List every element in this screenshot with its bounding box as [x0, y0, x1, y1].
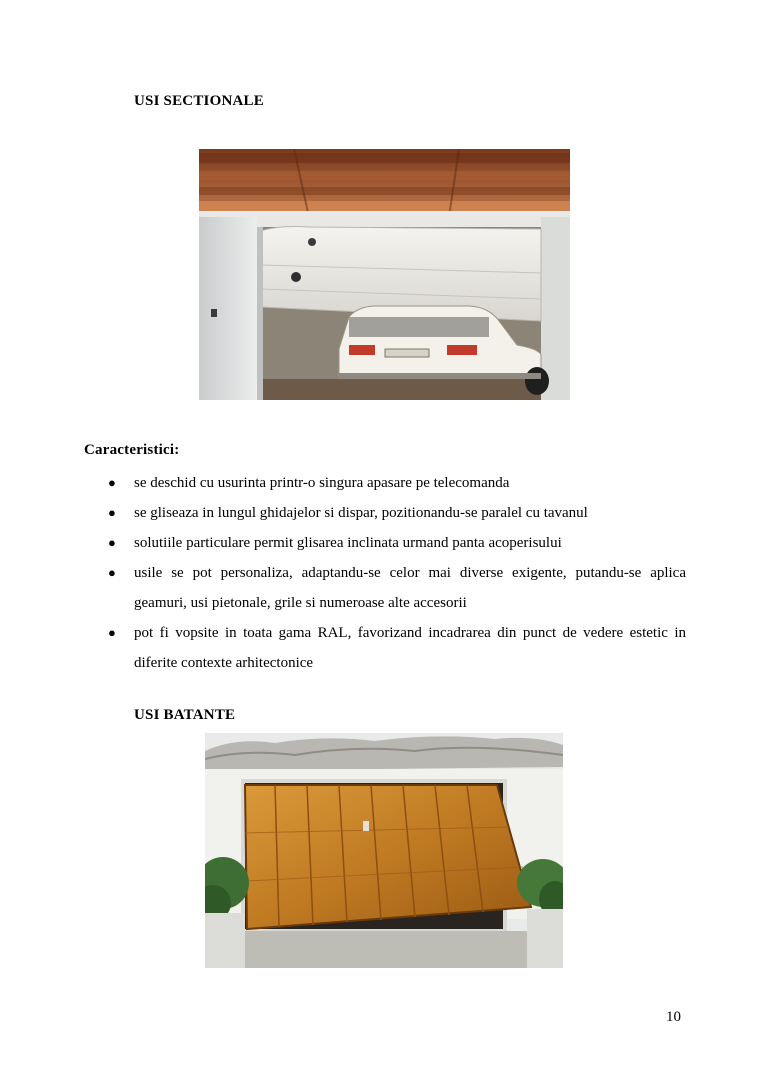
- list-item: ● se gliseaza in lungul ghidajelor si dispar, pozitionandu-se paralel cu tavanul: [106, 498, 686, 528]
- bullet-icon: ●: [108, 505, 116, 520]
- bullet-icon: ●: [108, 565, 116, 580]
- section-heading-sectional-doors: USI SECTIONALE: [134, 93, 264, 109]
- features-list: [106, 468, 686, 678]
- page-number: 10: [666, 1009, 681, 1025]
- bullet-icon: ●: [108, 475, 116, 490]
- bullet-icon: ●: [108, 535, 116, 550]
- bullet-icon: ●: [108, 625, 116, 640]
- sectional-garage-door-photo: [199, 149, 570, 400]
- up-and-over-garage-door-photo: [205, 733, 563, 968]
- list-item: ● usile se pot personaliza, adaptandu-se celor mai diverse exigente, putandu-se aplica geamuri, usi pietonale, grile si numeroase alte accesorii: [106, 558, 686, 618]
- list-item: ● pot fi vopsite in toata gama RAL, favorizand incadrarea din punct de vedere estetic in diferite contexte arhitectonice: [106, 618, 686, 678]
- list-item: ● solutiile particulare permit glisarea inclinata urmand panta acoperisului: [106, 528, 686, 558]
- section-heading-swing-doors: USI BATANTE: [134, 707, 236, 723]
- features-title: Caracteristici:: [84, 442, 180, 458]
- list-item: ● se deschid cu usurinta printr-o singura apasare pe telecomanda: [106, 468, 686, 498]
